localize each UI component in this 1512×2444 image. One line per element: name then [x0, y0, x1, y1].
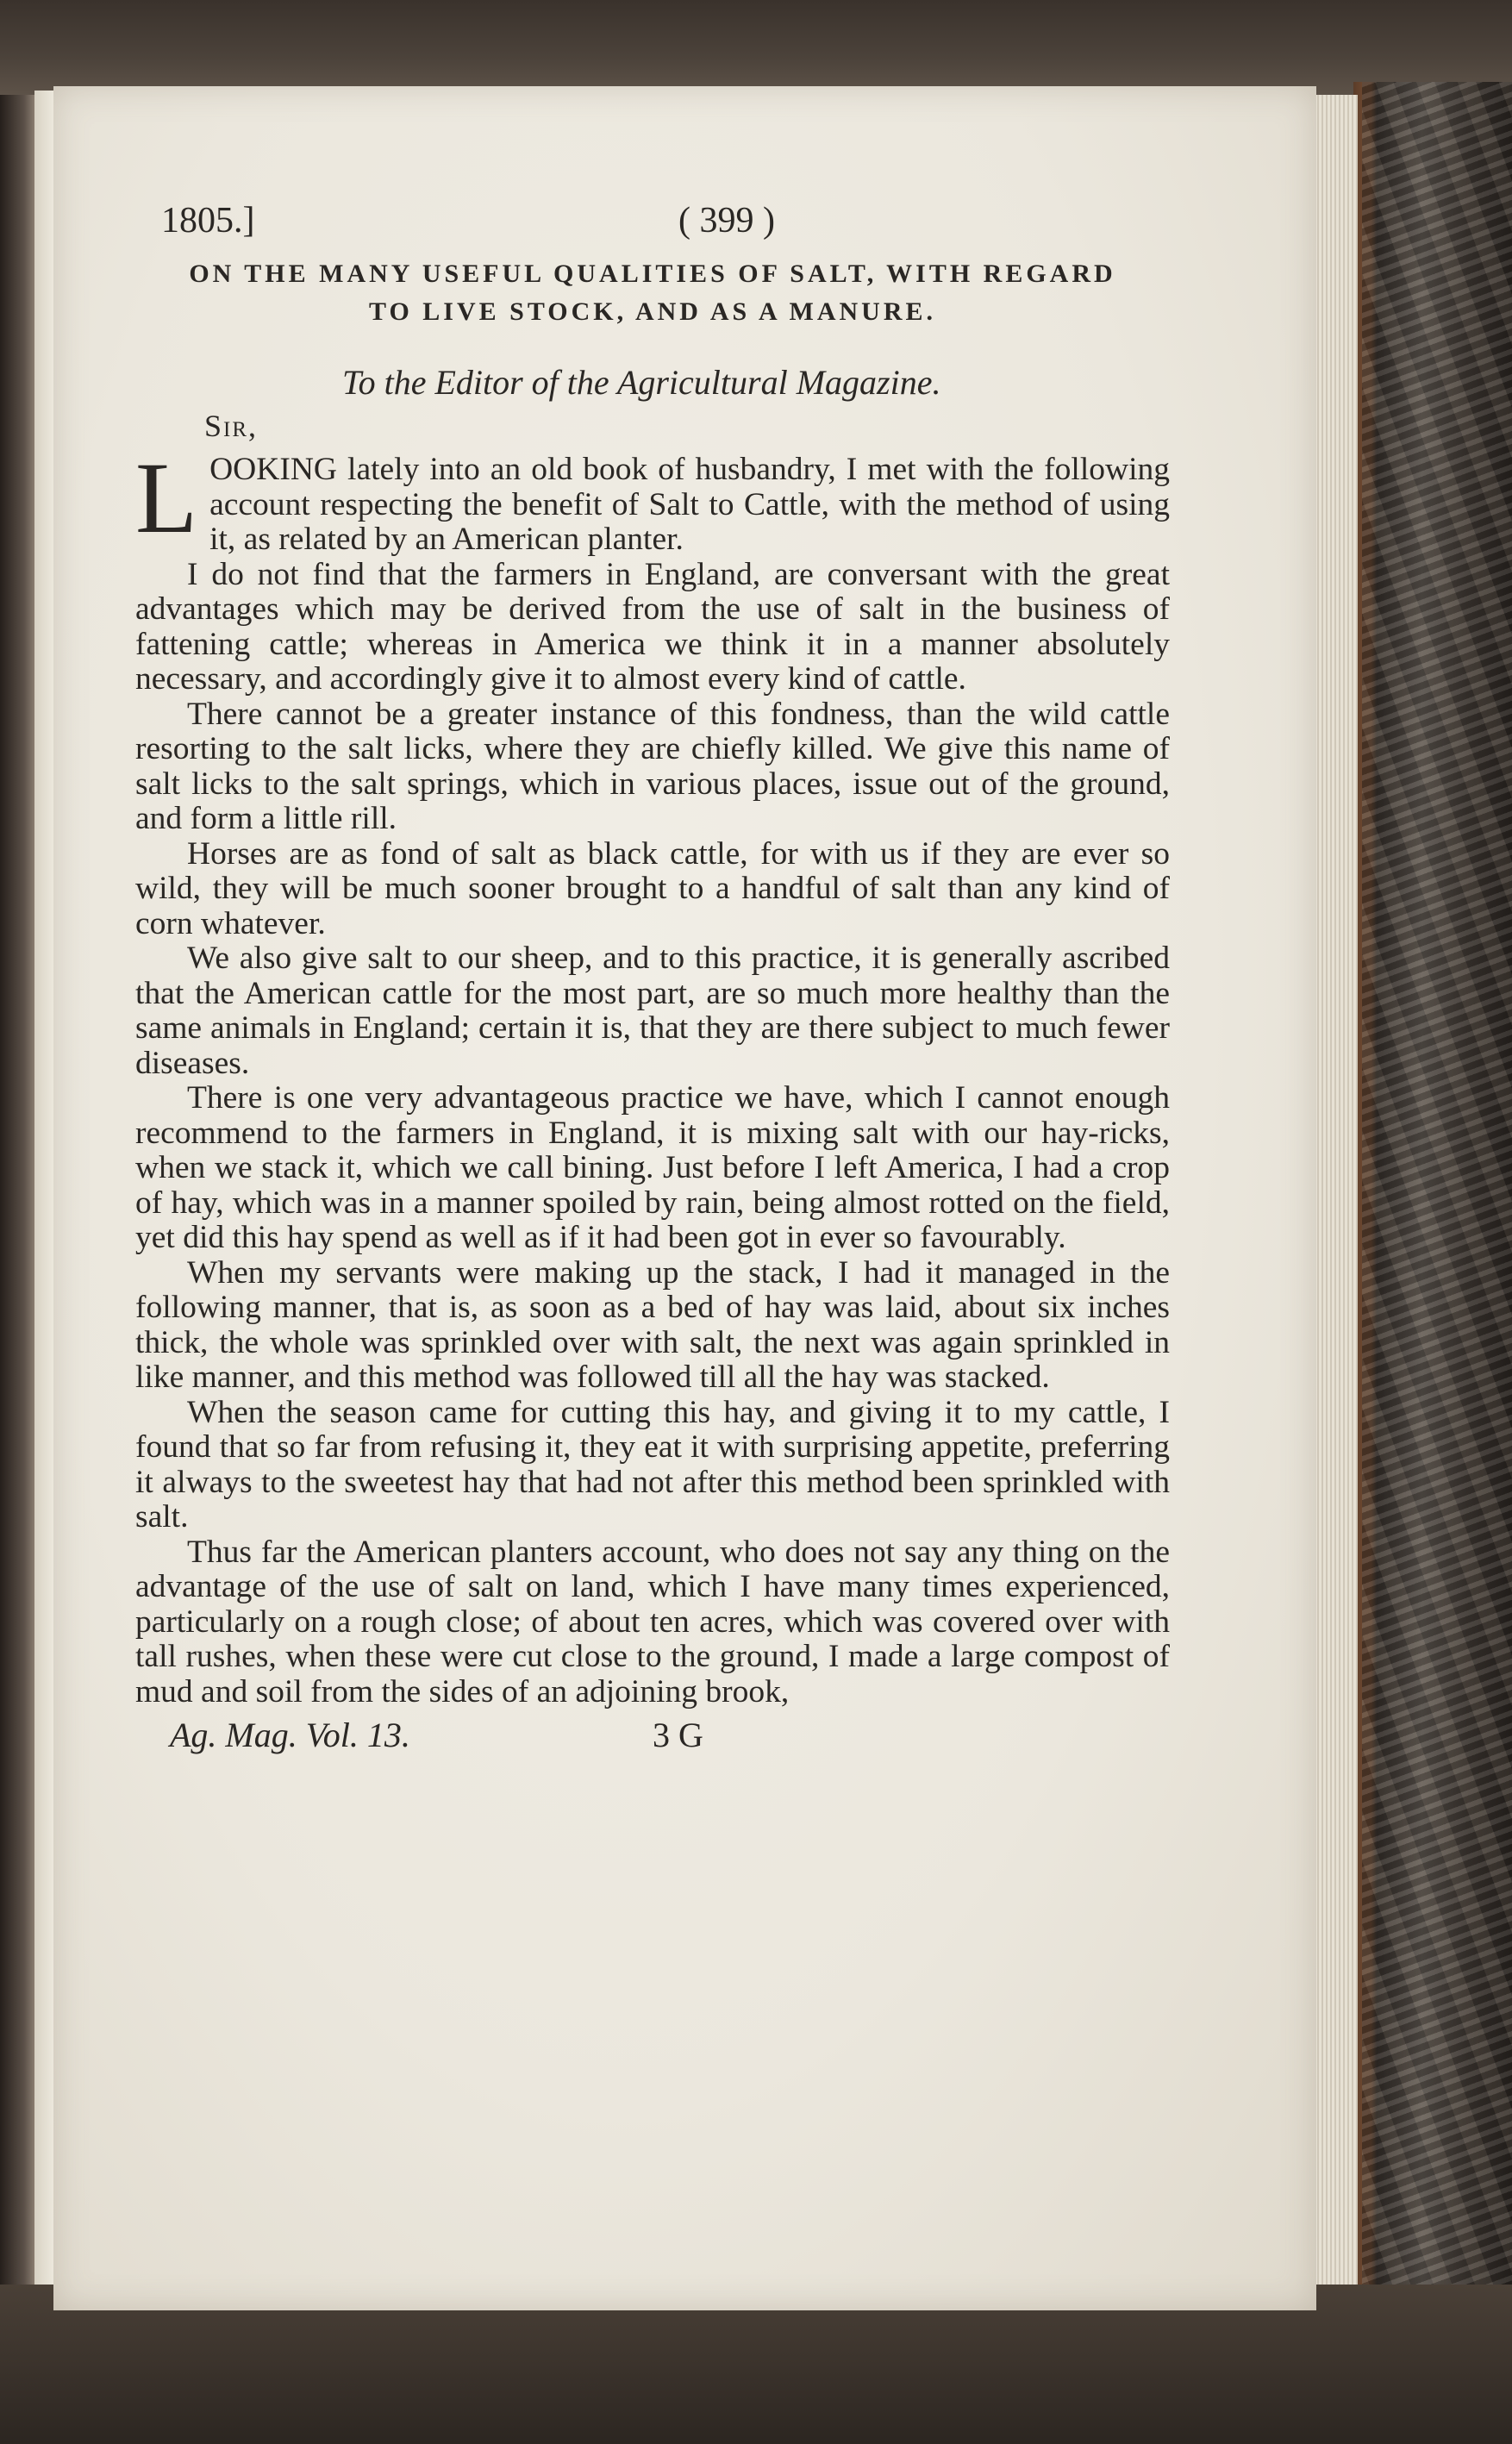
signature-mark: 3 G [653, 1716, 703, 1754]
article-title-line-1: ON THE MANY USEFUL QUALITIES OF SALT, WITH REGARD [189, 259, 1116, 288]
paragraph-5: We also give salt to our sheep, and to this practice, it is generally ascribed that the American cattle for the most part, are so much more healthy than the same animals in England; certain it is, that they are there subject to much fewer diseases. [135, 941, 1170, 1081]
article-body [135, 441, 1170, 1710]
paragraph-2: I do not find that the farmers in England, are conversant with the great advantages which may be derived from the use of salt in the business of fattening cattle; whereas in America we think it in a manner absolutely necessary, and accordingly give it to almost every kind of cattle. [135, 556, 1170, 697]
paragraph-8: When the season came for cutting this hay, and giving it to my cattle, I found that so far from refusing it, they eat it with surprising appetite, preferring it always to the sweetest hay that had not after this method been sprinkled with salt. [135, 1394, 1170, 1535]
page-content [135, 190, 1170, 1758]
addressee-line: To the Editor of the Agricultural Magazine. [342, 363, 941, 402]
article-title-line-2: TO LIVE STOCK, AND AS A MANURE. [368, 297, 937, 326]
page-number: ( 399 ) [678, 201, 775, 241]
salutation: Sir, [204, 409, 259, 443]
paragraph-1 [135, 441, 1170, 558]
running-head [135, 190, 1170, 250]
running-head-year: 1805.] [161, 201, 255, 241]
marbled-cover [1362, 82, 1512, 2315]
paragraph-9: Thus far the American planters account, who does not say any thing on the advantage of the use of salt on land, which I have many times experienced, particularly on a rough close; of about ten acres, which was covered over with tall rushes, when these were cut close to the ground, I made a large compost of mud and soil from the sides of an adjoining brook, [135, 1534, 1170, 1710]
volume-reference: Ag. Mag. Vol. 13. [170, 1716, 410, 1754]
book-page [53, 86, 1316, 2310]
paragraph-6: There is one very advantageous practice we have, which I cannot enough recommend to the farmers in England, it is mixing salt with our hay-ricks, when we stack it, which we call bining. Just before I left America, I had a crop of hay, which was in a manner spoiled by rain, being almost rotted on the field, yet did this hay spend as well as if it had been got in ever so favourably. [135, 1080, 1170, 1255]
paragraph-4: Horses are as fond of salt as black cattle, for with us if they are ever so wild, they will be much sooner brought to a handful of salt than any kind of corn whatever. [135, 835, 1170, 941]
paragraph-3: There cannot be a greater instance of this fondness, than the wild cattle resorting to the salt licks, where they are chiefly killed. We give this name of salt licks to the salt springs, which in various places, issue out of the ground, and form a little rill. [135, 696, 1170, 836]
scan-top-edge [0, 0, 1512, 95]
paragraph-7: When my servants were making up the stack, I had it managed in the following manner, that is, as soon as a bed of hay was laid, about six inches thick, the whole was sprinkled over with salt, the next was again sprinkled in like manner, and this method was followed till all the hay was stacked. [135, 1254, 1170, 1395]
book-binding-left [0, 95, 34, 2302]
paragraph-1-text: OOKING lately into an old book of husbandry, I met with the following account respecting the benefit of Salt to Cattle, with the method of using it, as related by an American planter. [209, 452, 1170, 557]
drop-cap: L [135, 441, 198, 554]
article-title [135, 255, 1170, 331]
page-footer [135, 1715, 1170, 1758]
